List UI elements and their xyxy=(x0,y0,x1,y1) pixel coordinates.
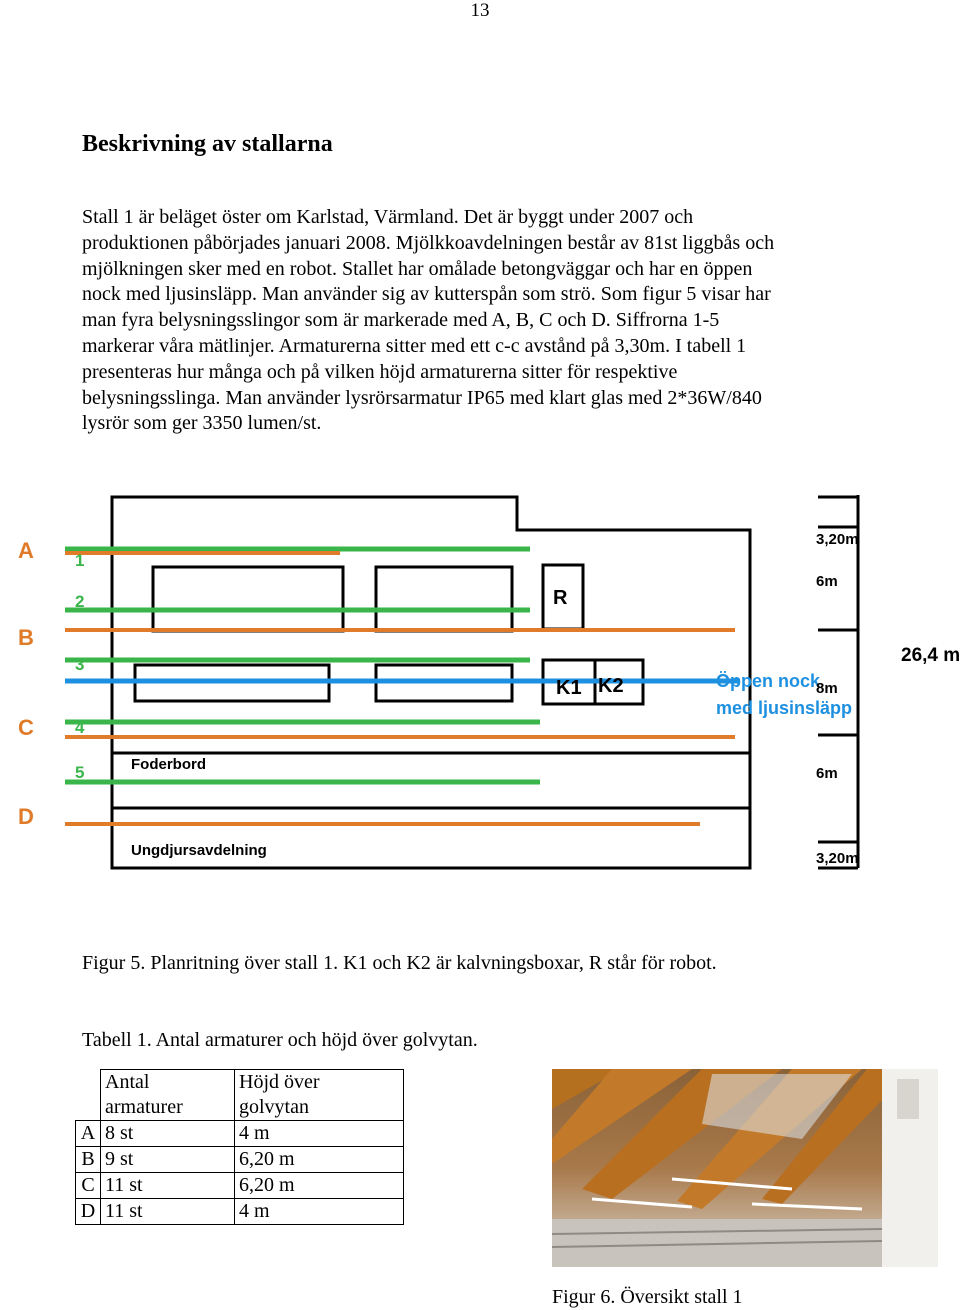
photo-window xyxy=(897,1079,919,1119)
line-number-3: 3 xyxy=(75,655,85,674)
table-row xyxy=(76,1147,404,1173)
circuit-label-c: C xyxy=(18,715,34,740)
page-number: 13 xyxy=(470,0,490,21)
row-height: 6,20 m xyxy=(235,1173,404,1199)
robot-label: R xyxy=(553,587,568,609)
header-height-line1: Höjd över xyxy=(239,1071,320,1093)
row-label: D xyxy=(76,1199,101,1225)
row-height: 4 m xyxy=(235,1199,404,1225)
row-label: A xyxy=(76,1121,101,1147)
circuit-label-d: D xyxy=(18,804,34,829)
circuit-label-a: A xyxy=(18,538,34,563)
row-count: 11 st xyxy=(101,1199,235,1225)
row-count: 9 st xyxy=(101,1147,235,1173)
row-label: B xyxy=(76,1147,101,1173)
intro-paragraph xyxy=(82,205,882,437)
feed-table-label: Foderbord xyxy=(131,756,206,773)
header-height xyxy=(235,1070,404,1121)
ridge-label-line1: Öppen nock xyxy=(716,671,821,691)
young-stock-label: Ungdjursavdelning xyxy=(131,842,267,859)
circuit-label-b: B xyxy=(18,625,34,650)
dim-label: 3,20m xyxy=(816,850,859,867)
dim-label: 6m xyxy=(816,573,838,590)
header-count-line2: armaturer xyxy=(105,1096,183,1118)
header-count xyxy=(101,1070,235,1121)
floor-plan-diagram xyxy=(0,455,960,895)
row-count: 8 st xyxy=(101,1121,235,1147)
table-row xyxy=(76,1173,404,1199)
intro-line: produktionen påbörjades januari 2008. Mjölkkoavdelningen består av 81st liggbås och xyxy=(82,231,775,254)
figure5-caption: Figur 5. Planritning över stall 1. K1 och K2 är kalvningsboxar, R står för robot. xyxy=(82,952,717,974)
ridge-label-line2: med ljusinsläpp xyxy=(716,698,853,718)
row-label: C xyxy=(76,1173,101,1199)
k1-label: K1 xyxy=(556,677,582,699)
row-height: 4 m xyxy=(235,1121,404,1147)
barn-interior-photo xyxy=(552,1069,938,1267)
fixture-table xyxy=(75,1069,404,1225)
section-heading: Beskrivning av stallarna xyxy=(82,131,333,157)
header-count-line1: Antal xyxy=(105,1071,150,1093)
row-height: 6,20 m xyxy=(235,1147,404,1173)
intro-line: markerar våra mätlinjer. Armaturerna sitter med ett c-c avstånd på 3,30m. I tabell 1 xyxy=(82,334,747,357)
table-header-row xyxy=(76,1070,404,1121)
intro-line: mjölkningen sker med en robot. Stallet har omålade betongväggar och har en öppen xyxy=(82,257,753,280)
line-number-5: 5 xyxy=(75,763,85,782)
intro-line: belysningsslinga. Man använder lysrörsarmatur IP65 med klart glas med 2*36W/840 xyxy=(82,386,762,409)
line-number-4: 4 xyxy=(75,718,85,737)
stall-block xyxy=(153,567,343,631)
row-count: 11 st xyxy=(101,1173,235,1199)
k2-label: K2 xyxy=(598,675,624,697)
intro-line: man fyra belysningsslingor som är markerade med A, B, C och D. Siffrorna 1-5 xyxy=(82,309,720,332)
dim-label: 6m xyxy=(816,765,838,782)
line-number-2: 2 xyxy=(75,592,85,611)
dim-label: 8m xyxy=(816,680,838,697)
table-row xyxy=(76,1121,404,1147)
intro-line: Stall 1 är beläget öster om Karlstad, Värmland. Det är byggt under 2007 och xyxy=(82,206,694,228)
intro-line: lysrör som ger 3350 lumen/st. xyxy=(82,412,322,435)
stall-block xyxy=(376,567,512,631)
total-width-label: 26,4 m xyxy=(901,645,960,666)
figure6-caption: Figur 6. Översikt stall 1 xyxy=(552,1286,743,1308)
dim-label: 3,20m xyxy=(816,531,859,548)
header-height-line2: golvytan xyxy=(239,1096,309,1118)
table-corner xyxy=(76,1070,101,1121)
intro-line: nock med ljusinsläpp. Man använder sig av kutterspån som strö. Som figur 5 visar har xyxy=(82,283,771,306)
table1-caption: Tabell 1. Antal armaturer och höjd över golvytan. xyxy=(82,1029,478,1051)
table-row xyxy=(76,1199,404,1225)
line-number-1: 1 xyxy=(75,551,85,570)
intro-line: presenteras hur många och på vilken höjd armaturerna sitter för respektive xyxy=(82,360,678,383)
